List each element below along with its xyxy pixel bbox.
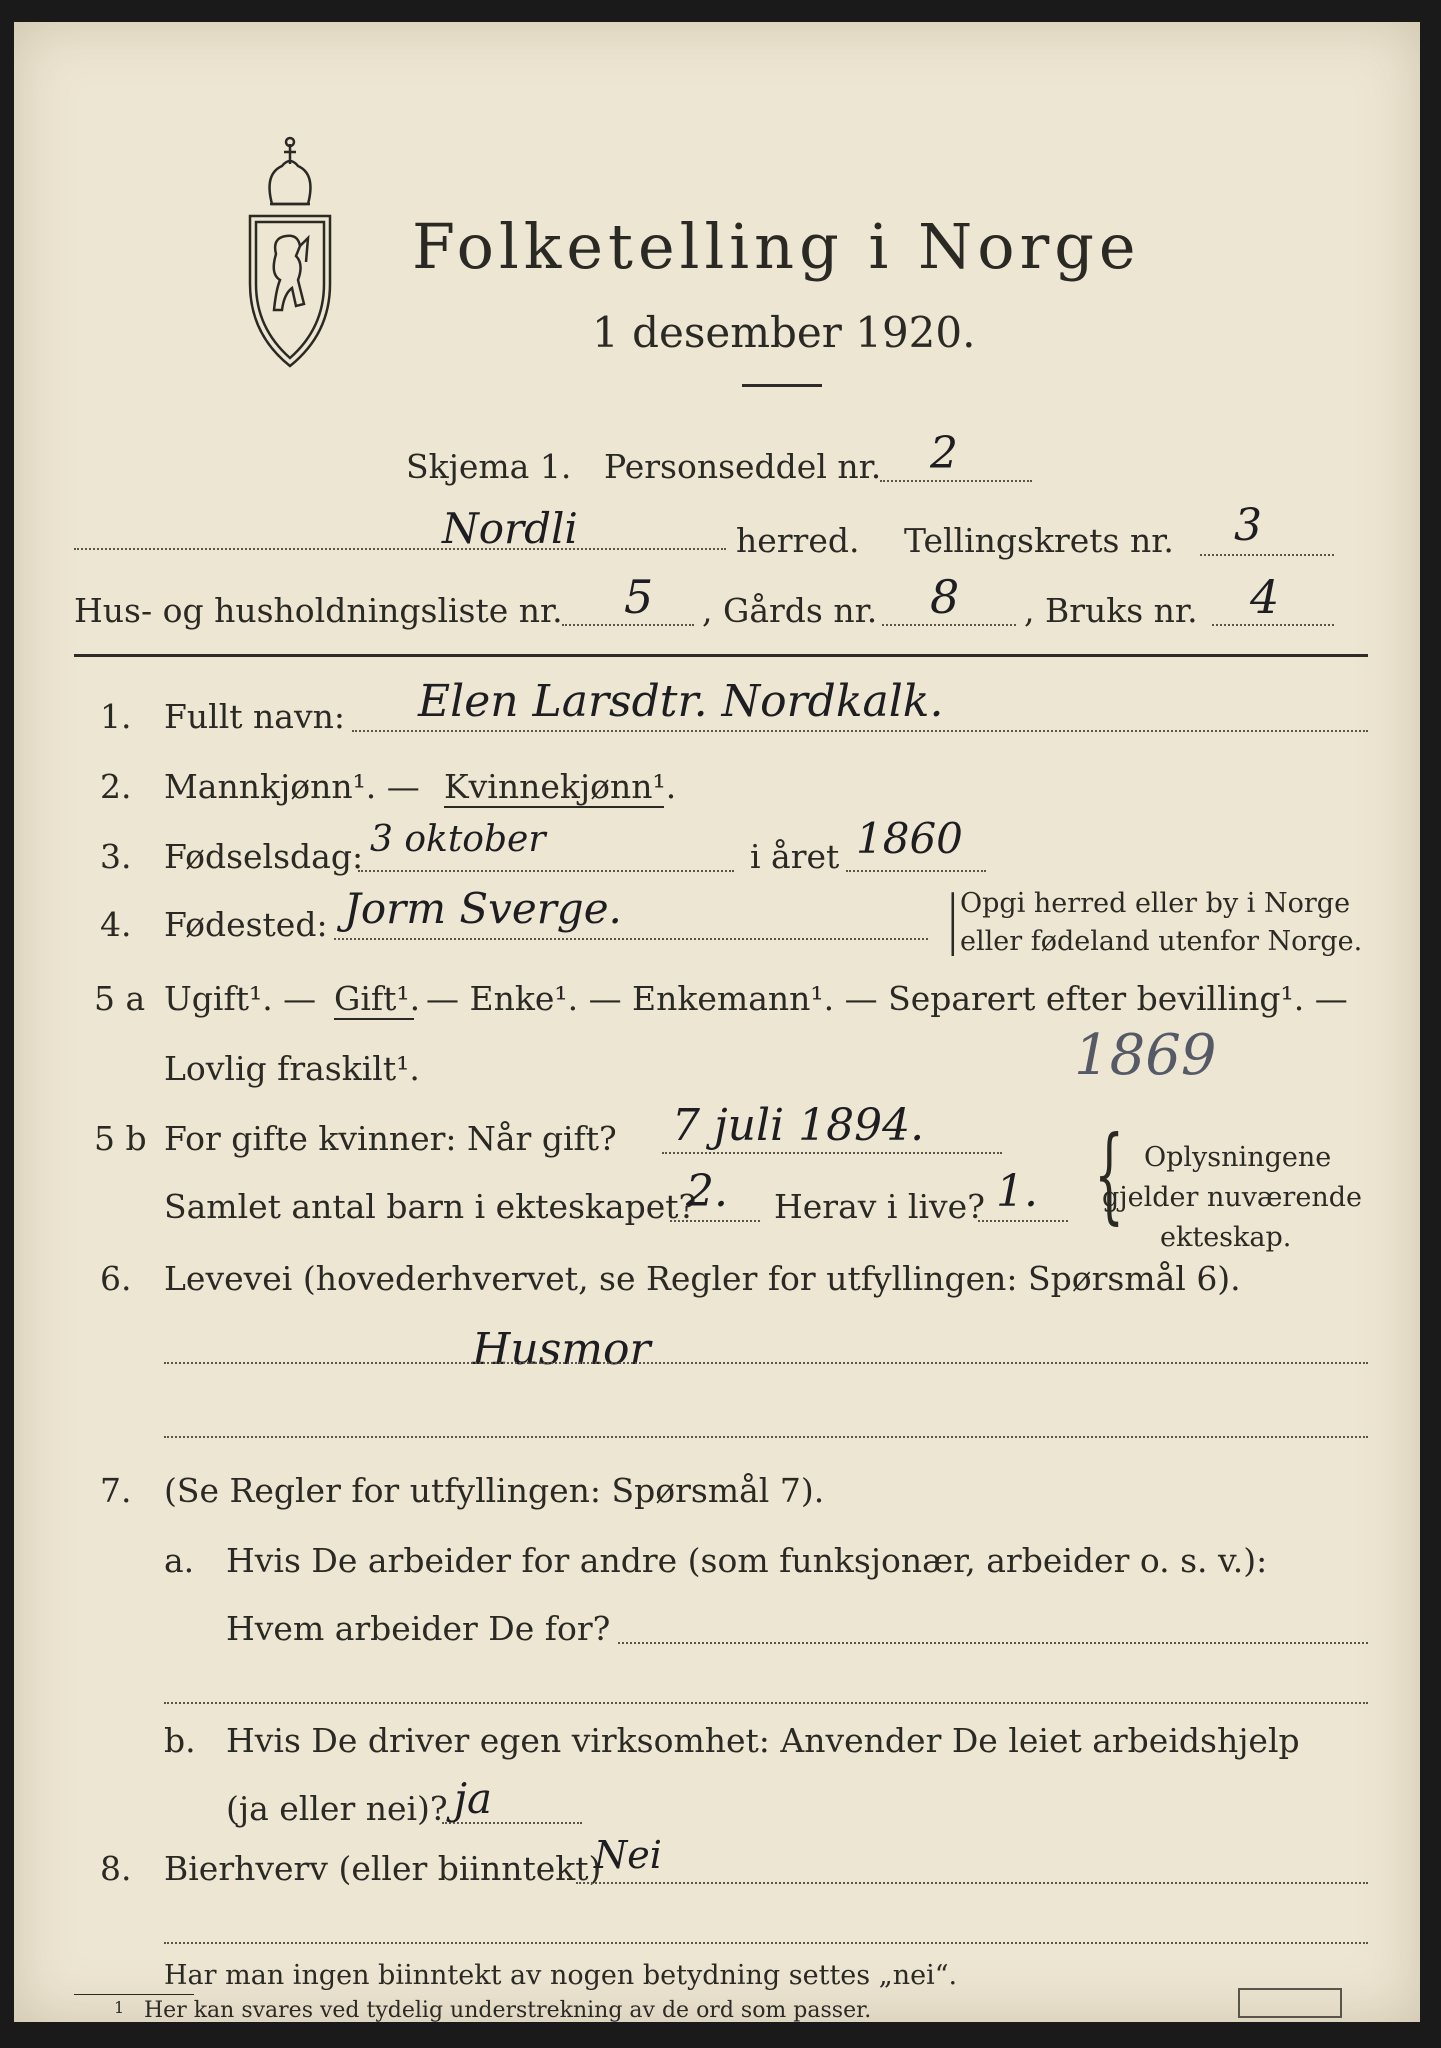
bruks-value: 4 — [1250, 570, 1280, 624]
q5a-lovlig-fraskilt: Lovlig fraskilt¹. — [164, 1049, 420, 1088]
q5a-gift: Gift¹. — [334, 979, 421, 1018]
q6-label: Levevei (hovederhvervet, se Regler for utfyllingen: Spørsmål 6). — [164, 1259, 1241, 1298]
q3-label: Fødselsdag: — [164, 837, 364, 876]
q4-label: Fødested: — [164, 905, 328, 944]
q5b-note-line2: gjelder nuværende — [1102, 1182, 1362, 1213]
census-form — [14, 22, 1420, 2022]
q4-value: Jorm Sverge. — [344, 884, 622, 933]
q7-label: (Se Regler for utfyllingen: Spørsmål 7). — [164, 1471, 825, 1510]
q1-value: Elen Larsdtr. Nordkalk. — [418, 676, 944, 727]
q5b-note-line1: Oplysningene — [1144, 1142, 1332, 1173]
q6-value: Husmor — [472, 1324, 651, 1375]
q2-kvinnekjonn: Kvinnekjønn¹. — [444, 767, 677, 806]
q7b-label2: (ja eller nei)? — [226, 1789, 448, 1828]
q8-line — [576, 1882, 1368, 1884]
personseddel-value: 2 — [930, 428, 958, 479]
q5b-label: For gifte kvinner: Når gift? — [164, 1119, 617, 1158]
q3-number: 3. — [100, 837, 132, 876]
q5a-margin-value: 1869 — [1074, 1023, 1217, 1088]
q8-number: 8. — [100, 1849, 132, 1888]
herred-label: herred. — [736, 521, 860, 560]
footnote-rule — [74, 1994, 194, 1995]
gards-label: , Gårds nr. — [702, 591, 878, 630]
tellingskrets-line — [1200, 554, 1334, 556]
q5b-live-value: 1. — [996, 1166, 1038, 1217]
tellingskrets-value: 3 — [1234, 500, 1262, 551]
personseddel-line — [880, 480, 1032, 482]
header-divider — [74, 654, 1368, 657]
form-date: 1 desember 1920. — [592, 308, 976, 357]
husholdningsliste-line — [562, 624, 694, 626]
q4-number: 4. — [100, 905, 132, 944]
q7a-line-1 — [618, 1642, 1368, 1644]
q3-aaret-label: i året — [750, 837, 840, 876]
norwegian-coat-of-arms-icon — [242, 134, 338, 370]
q3-line — [358, 870, 734, 872]
printer-stamp — [1238, 1988, 1342, 2018]
q5a-gift-underline — [334, 1018, 414, 1020]
skjema-label: Skjema 1. — [406, 447, 572, 486]
q3-value: 3 oktober — [370, 819, 546, 860]
q6-line-2 — [164, 1436, 1368, 1438]
title-divider — [742, 384, 822, 387]
q2-kvinnekjonn-underline — [444, 806, 664, 808]
herred-value: Nordli — [442, 504, 578, 553]
form-title: Folketelling i Norge — [412, 210, 1141, 283]
q7-number: 7. — [100, 1471, 132, 1510]
q7b-label: Hvis De driver egen virksomhet: Anvender De leiet arbeidshjelp — [226, 1721, 1300, 1760]
bruks-label: , Bruks nr. — [1024, 591, 1198, 630]
q1-number: 1. — [100, 697, 132, 736]
q8-line-2 — [164, 1942, 1368, 1944]
q3-aaret-line — [846, 870, 986, 872]
husholdningsliste-label: Hus- og husholdningsliste nr. — [74, 591, 563, 630]
gards-line — [882, 624, 1016, 626]
q5b-value: 7 juli 1894. — [672, 1100, 925, 1151]
q3-aaret-value: 1860 — [856, 814, 963, 863]
q6-number: 6. — [100, 1259, 132, 1298]
q5b-line — [662, 1152, 1002, 1154]
q1-label: Fullt navn: — [164, 697, 345, 736]
q7a-label2: Hvem arbeider De for? — [226, 1609, 611, 1648]
q5b-live-line — [978, 1220, 1068, 1222]
footnote-text: Her kan svares ved tydelig understrekning av de ord som passer. — [144, 1998, 872, 2023]
q4-note-brace: | — [947, 883, 959, 957]
q7b-value: ja — [454, 1774, 493, 1823]
q5a-ugift: Ugift¹. — — [164, 979, 317, 1018]
q7a-label: Hvis De arbeider for andre (som funksjonær, arbeider o. s. v.): — [226, 1541, 1268, 1580]
q7a-letter: a. — [164, 1541, 195, 1580]
q7a-line-2 — [164, 1702, 1368, 1704]
q4-note-line1: Opgi herred eller by i Norge — [960, 888, 1351, 919]
q4-note-line2: eller fødeland utenfor Norge. — [960, 926, 1363, 957]
herred-line — [74, 548, 726, 550]
personseddel-label: Personseddel nr. — [604, 447, 882, 486]
q5b-note-brace: { — [1094, 1113, 1124, 1235]
q8-value: Nei — [594, 1833, 662, 1877]
gards-value: 8 — [930, 570, 960, 624]
q7b-letter: b. — [164, 1721, 196, 1760]
q2-mannkjonn: Mannkjønn¹. — — [164, 767, 420, 806]
q5b-barn-label: Samlet antal barn i ekteskapet? — [164, 1187, 697, 1226]
q5a-rest: — Enke¹. — Enkemann¹. — Separert efter bevilling¹. — — [426, 979, 1348, 1018]
footnote-mark: 1 — [114, 1998, 125, 2017]
q5b-barn-value: 2. — [686, 1166, 728, 1217]
biinntekt-note: Har man ingen biinntekt av nogen betydning settes „nei“. — [164, 1960, 958, 1991]
q6-line-1 — [164, 1362, 1368, 1364]
q2-number: 2. — [100, 767, 132, 806]
q5b-barn-line — [670, 1220, 760, 1222]
q1-line — [352, 730, 1368, 732]
q5a-number: 5 a — [94, 979, 146, 1018]
q4-line — [334, 938, 928, 940]
q5b-live-label: Herav i live? — [774, 1187, 985, 1226]
tellingskrets-label: Tellingskrets nr. — [904, 521, 1174, 560]
q5b-number: 5 b — [94, 1119, 147, 1158]
bruks-line — [1212, 624, 1334, 626]
q8-label: Bierhverv (eller biinntekt) — [164, 1849, 602, 1888]
q5b-note-line3: ekteskap. — [1160, 1222, 1292, 1253]
husholdningsliste-value: 5 — [624, 570, 654, 624]
